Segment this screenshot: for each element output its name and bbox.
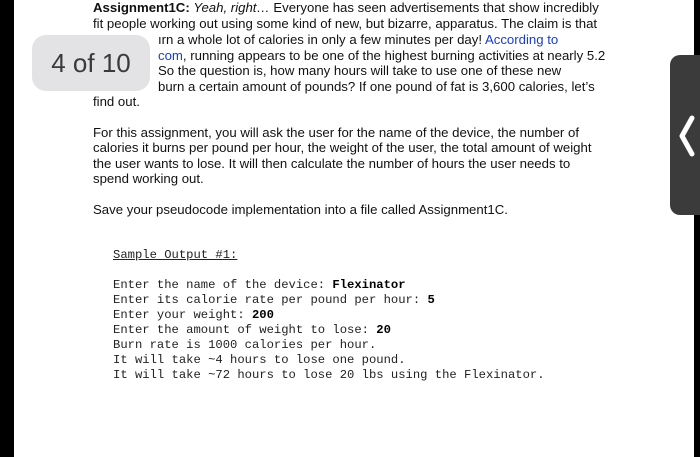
sample-line-take1: It will take ~4 hours to lose one pound. xyxy=(113,353,406,367)
sample-prompt: Enter the name of the device: xyxy=(113,278,333,292)
sample-value: 20 xyxy=(376,323,391,337)
sample-line-rate xyxy=(113,293,435,308)
para2-line-3: the user wants to lose. It will then calculate the number of hours the user needs to xyxy=(93,156,571,171)
sample-output-title: Sample Output #1: xyxy=(113,248,238,262)
doc-line-3 xyxy=(158,32,558,48)
doc-line-7: find out. xyxy=(93,94,140,109)
sample-line-lose xyxy=(113,323,391,338)
para2-line-1: For this assignment, you will ask the user for the name of the device, the number of xyxy=(93,125,579,140)
sample-prompt: Enter its calorie rate per pound per hour: xyxy=(113,293,428,307)
page-indicator-badge xyxy=(32,35,150,91)
sample-line-weight xyxy=(113,308,274,323)
sample-value: Flexinator xyxy=(332,278,406,292)
chevron-left-icon[interactable] xyxy=(676,112,698,160)
doc-text: Everyone has seen advertisements that show incredibly xyxy=(269,0,599,15)
according-to-link[interactable]: According to xyxy=(484,32,559,47)
sample-line-take2: It will take ~72 hours to lose 20 lbs using the Flexinator. xyxy=(113,368,545,382)
assignment-title: Assignment1C: xyxy=(93,0,190,15)
sample-value: 5 xyxy=(427,293,435,307)
intro-italic: Yeah, right… xyxy=(193,0,270,15)
sample-value: 200 xyxy=(251,308,274,322)
com-link[interactable]: com xyxy=(158,48,183,63)
doc-text: , running appears to be one of the highest burning activities at nearly 5.2 xyxy=(182,48,606,63)
para3: Save your pseudocode implementation into a file called Assignment1C. xyxy=(93,202,508,217)
doc-line-6: burn a certain amount of pounds? If one pound of fat is 3,600 calories, let’s xyxy=(158,79,595,94)
doc-line-4 xyxy=(158,48,605,64)
doc-line-1 xyxy=(93,0,599,16)
para2-line-4: spend working out. xyxy=(93,171,204,186)
sample-line-device xyxy=(113,278,406,293)
page-indicator-text: 4 of 10 xyxy=(51,47,131,78)
para2-line-2: calories it burns per pound per hour, the weight of the user, the total amount of weight xyxy=(93,140,592,155)
doc-line-2: fit people working out using some kind of new, but bizarre, apparatus. The claim is that xyxy=(93,16,598,31)
doc-line-5: So the question is, how many hours will take to use one of these new xyxy=(158,63,562,78)
doc-text: ırn a whole lot of calories in only a few minutes per day! xyxy=(158,32,485,47)
sample-prompt: Enter the amount of weight to lose: xyxy=(113,323,377,337)
sample-prompt: Enter your weight: xyxy=(113,308,252,322)
sample-line-burn: Burn rate is 1000 calories per hour. xyxy=(113,338,377,352)
